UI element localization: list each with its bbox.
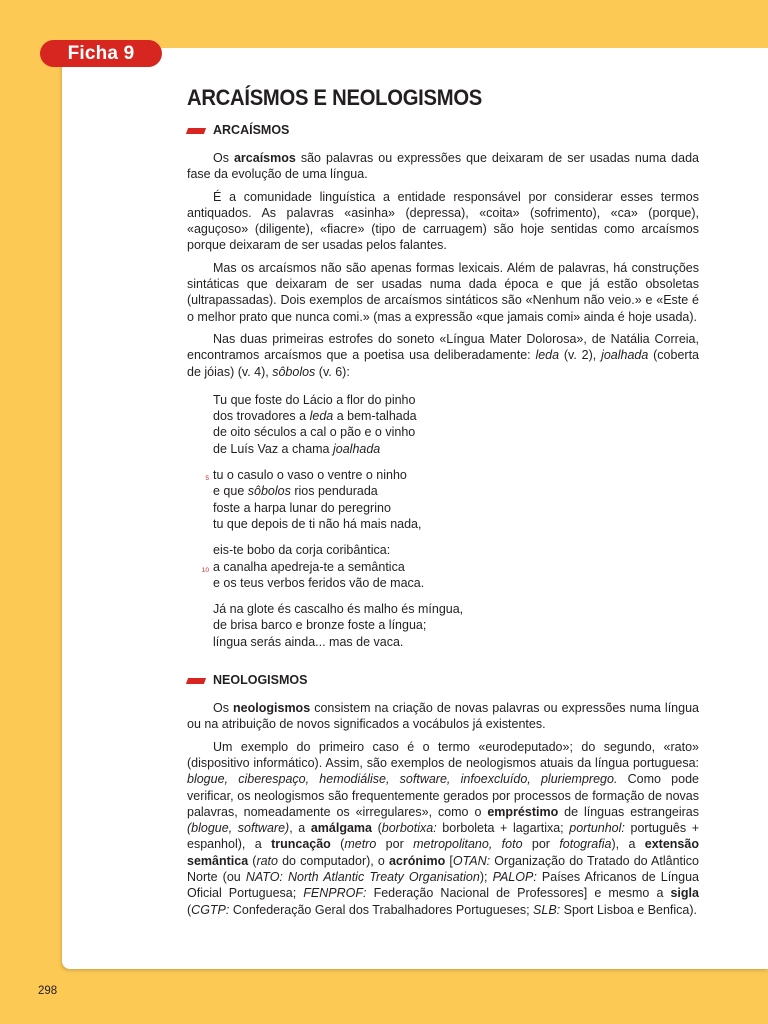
- text: (v. 6):: [315, 364, 350, 379]
- text: (v. 2),: [559, 348, 602, 363]
- poem-line: língua serás ainda... mas de vaca.: [213, 634, 404, 649]
- poem-line: [213, 483, 699, 499]
- stanza-3: [201, 542, 699, 591]
- text: por: [522, 837, 560, 852]
- text: por: [376, 837, 414, 852]
- line-number: 10: [201, 566, 209, 574]
- text: Federação Nacional de Professores] e mesmo a: [366, 886, 671, 901]
- italic-term: leda: [309, 409, 334, 424]
- paragraph-4: [187, 331, 699, 380]
- poem-line: [213, 441, 699, 457]
- text: dos trovadores a: [213, 409, 310, 424]
- text: );: [479, 869, 493, 884]
- bold-term: sigla: [670, 886, 699, 901]
- bold-term: amálgama: [310, 821, 372, 836]
- text: Organização do Tratado do Atlântico Norte (ou: [187, 853, 699, 884]
- poem-line: eis-te bobo da corja coribântica:: [213, 543, 391, 558]
- italic-term: NATO: North Atlantic Treaty Organisation: [245, 869, 480, 884]
- text: Os: [213, 151, 234, 165]
- italic-term: rato: [256, 853, 278, 868]
- italic-term: joalhada: [601, 348, 649, 363]
- text: Os: [213, 701, 234, 716]
- italic-term: sôbolos: [272, 364, 316, 379]
- line-number: 5: [205, 475, 209, 483]
- text: de Luís Vaz a chama: [213, 441, 333, 456]
- text: rios pendurada: [290, 484, 378, 499]
- bold-term: acrónimo: [388, 853, 446, 868]
- poem-line: Tu que foste do Lácio a flor do pinho: [213, 392, 416, 407]
- text: Como pode verificar, os neologismos são frequentemente gerados por processos de formação de novas palavras, nomeadamente os «irregulares», como o: [187, 772, 699, 819]
- section-marker-icon: [186, 128, 206, 134]
- text: (: [248, 853, 257, 868]
- text: consistem na criação de novas palavras ou expressões numa língua ou na atribuição de novos significados a vocábulos já existentes.: [187, 701, 699, 732]
- poem-line: de brisa barco e bronze foste a língua;: [213, 618, 427, 633]
- poem-line: Já na glote és cascalho és malho és míngua,: [213, 602, 464, 617]
- bold-term: arcaísmos: [233, 151, 296, 165]
- text: e que: [213, 484, 248, 499]
- text: Confederação Geral dos Trabalhadores Portugueses;: [229, 902, 534, 917]
- text: Um exemplo do primeiro caso é o termo «eurodeputado»; do segundo, «rato» (dispositivo informático). Assim, são exemplos de neologismos atuais da língua portuguesa:: [187, 739, 699, 770]
- worksheet-tab: [40, 40, 162, 67]
- italic-term: SLB:: [533, 902, 561, 917]
- bold-term: truncação: [271, 837, 331, 852]
- italic-term: CGTP:: [191, 902, 230, 917]
- italic-term: fotografia: [559, 837, 612, 852]
- poem-line: [205, 467, 699, 483]
- worksheet-tab-label: Ficha 9: [67, 43, 135, 64]
- italic-term: leda: [535, 348, 560, 363]
- text: do computador), o: [277, 853, 389, 868]
- text: (: [372, 821, 382, 836]
- italic-term: (blogue, software): [187, 821, 290, 836]
- poem: [201, 392, 699, 650]
- poem-line: [201, 559, 699, 575]
- stanza-2: [205, 467, 699, 532]
- page-number: 298: [38, 985, 58, 997]
- text: Nas duas primeiras estrofes do soneto «Língua Mater Dolorosa», de Natália Correia, encontramos arcaísmos que a poetisa usa deliberadamente:: [187, 331, 699, 363]
- text: ), a: [611, 837, 645, 852]
- italic-term: blogue, ciberespaço, hemodiálise, software, infoexcluído, pluriemprego.: [187, 772, 618, 787]
- italic-term: portunhol:: [569, 821, 625, 836]
- text: a canalha apedreja-te a semântica: [213, 559, 405, 574]
- italic-term: FENPROF:: [303, 886, 367, 901]
- text: de línguas estrangeiras: [558, 804, 700, 819]
- paragraph-5: [187, 700, 699, 733]
- paragraph-2: É a comunidade linguística a entidade responsável por considerar esses termos antiquados. As palavras «asinha» (depressa), «coita» (sofrimento), «ca» (porque), «aguçoso» (diligente), «fiacre» (tipo de carruagem) são hoje sentidas como arcaísmos porque deixaram de ser usadas pelos falantes.: [187, 189, 699, 253]
- italic-term: metropolitano, foto: [413, 837, 523, 852]
- section-heading-arcaismos: [187, 122, 699, 138]
- poem-line: [213, 408, 699, 424]
- poem-line: e os teus verbos feridos vão de maca.: [213, 575, 425, 590]
- text: tu o casulo o vaso o ventre o ninho: [213, 468, 407, 483]
- paragraph-3: Mas os arcaísmos não são apenas formas lexicais. Além de palavras, há construções sintáticas que deixaram de ser usadas numa dada época e que já estão obsoletas (ultrapassadas). Dois exemplos de arcaísmos sintáticos são «Nenhum não veio.» e «Este é o melhor prato que nunca comi.» (mas a expressão «que jamais comi» ainda é hoje usada).: [187, 260, 699, 324]
- text: (: [330, 837, 345, 852]
- italic-term: OTAN:: [452, 853, 491, 868]
- page-title: ARCAÍSMOS E NEOLOGISMOS: [187, 85, 483, 110]
- stanza-1: [213, 392, 699, 457]
- text: a bem-talhada: [333, 409, 417, 424]
- text: português + espanhol), a: [187, 821, 700, 852]
- poem-line: tu que depois de ti não há mais nada,: [213, 516, 422, 531]
- stanza-4: [213, 601, 699, 650]
- italic-term: sôbolos: [247, 484, 291, 499]
- section-heading-label: ARCAÍSMOS: [213, 122, 290, 137]
- text: borboleta + lagartixa;: [436, 821, 570, 836]
- paragraph-6: [187, 739, 699, 918]
- poem-line: de oito séculos a cal o pão e o vinho: [213, 425, 416, 440]
- poem-line: foste a harpa lunar do peregrino: [213, 500, 391, 515]
- text: Países Africanos de Língua Oficial Portuguesa;: [187, 869, 699, 901]
- section-heading-neologismos: [187, 672, 699, 688]
- bold-term: neologismos: [233, 701, 311, 716]
- text: (coberta de jóias) (v. 4),: [187, 348, 699, 379]
- paragraph-1: [187, 150, 699, 183]
- italic-term: PALOP:: [492, 869, 537, 884]
- italic-term: joalhada: [332, 441, 381, 456]
- text: [: [445, 853, 453, 868]
- text: Sport Lisboa e Benfica).: [560, 902, 698, 917]
- text: são palavras ou expressões que deixaram de ser usadas numa dada fase da evolução de uma língua.: [187, 151, 699, 182]
- section-marker-icon: [186, 678, 206, 684]
- italic-term: metro: [344, 837, 377, 852]
- text: , a: [289, 821, 311, 836]
- main-content: [187, 84, 699, 924]
- section-heading-label: NEOLOGISMOS: [213, 672, 308, 687]
- bold-term: extensão semântica: [187, 837, 699, 868]
- italic-term: borbotixa:: [381, 821, 437, 836]
- bold-term: empréstimo: [487, 804, 559, 819]
- text: (: [187, 902, 192, 917]
